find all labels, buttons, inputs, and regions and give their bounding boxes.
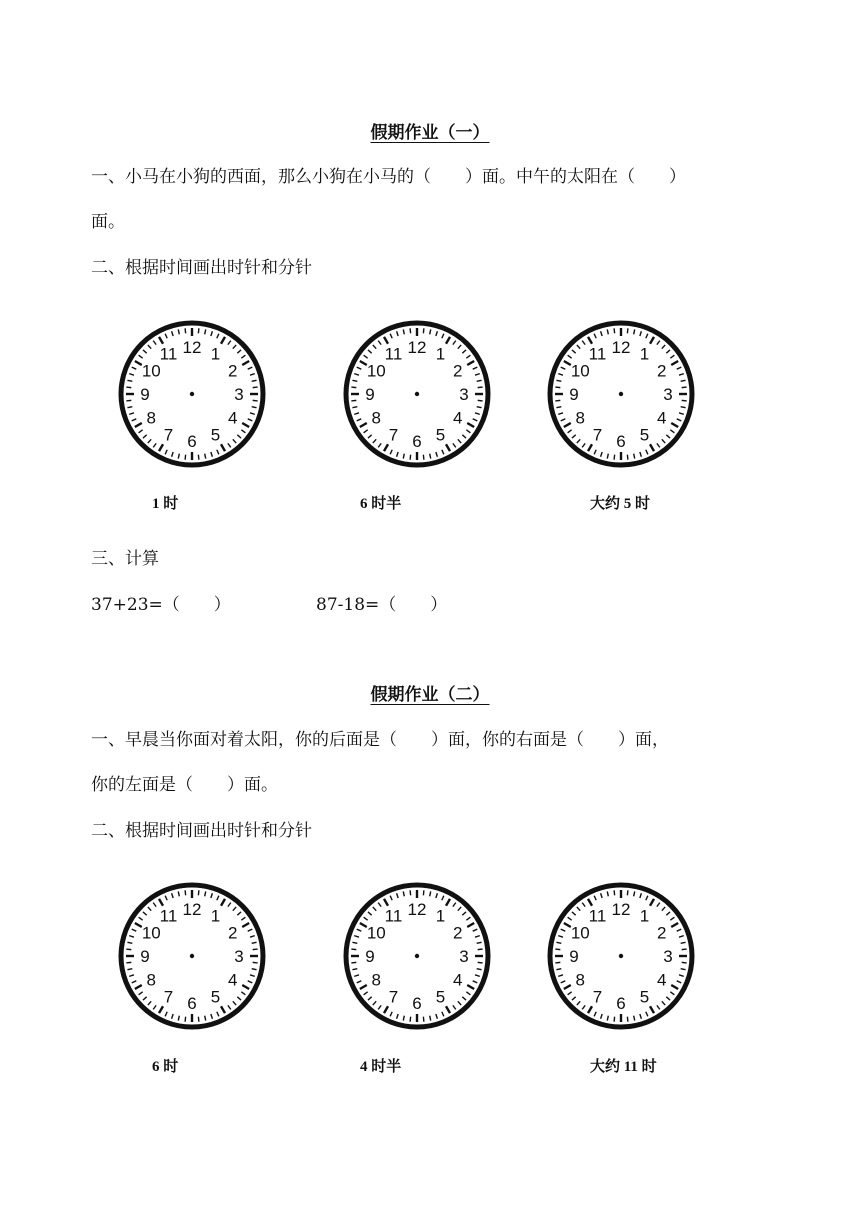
clock-numeral: 4 [656, 408, 667, 428]
clock-tick [198, 890, 199, 895]
clock-numeral: 9 [365, 385, 375, 404]
hw1-question-1-line-1: 一、小马在小狗的西面，那么小狗在小马的（ ）面。中午的太阳在（ ） [91, 167, 686, 187]
clock-tick [423, 328, 424, 333]
clock-tick [351, 387, 356, 388]
clock-tick [627, 328, 628, 333]
clock-numeral: 5 [639, 987, 650, 1007]
clock-numeral: 12 [611, 338, 631, 357]
clock-numeral: 12 [182, 900, 202, 919]
hw1-question-3: 三、计算 [91, 549, 159, 569]
clock-numeral: 2 [227, 923, 238, 943]
clock-tick [555, 949, 560, 950]
clock-numeral: 10 [141, 361, 161, 381]
clock-tick [614, 328, 615, 333]
clock-tick [253, 400, 258, 401]
clock-tick [478, 400, 483, 401]
clock-numeral: 11 [588, 344, 607, 364]
clock-tick [555, 962, 560, 963]
hw2-question-1-line-1: 一、早晨当你面对着太阳，你的后面是（ ）面，你的右面是（ ）面， [91, 730, 669, 750]
clock-tick [351, 400, 356, 401]
clock-center-dot [619, 954, 623, 958]
clock-tick [614, 890, 615, 895]
clock-center-dot [190, 392, 194, 396]
clock-numeral: 11 [384, 906, 403, 926]
clock-tick [253, 949, 258, 950]
clock-numeral: 1 [435, 906, 446, 926]
clock-center-dot [619, 392, 623, 396]
clock-numeral: 6 [187, 432, 197, 451]
clock-tick [126, 387, 131, 388]
clock-tick [682, 949, 687, 950]
clock-caption: 大约 5 时 [590, 496, 651, 512]
clock-tick [614, 455, 615, 460]
clock-numeral: 6 [412, 994, 422, 1013]
clock-numeral: 2 [452, 923, 463, 943]
hw2-question-2: 二、根据时间画出时针和分针 [91, 821, 312, 841]
clock-tick [682, 387, 687, 388]
clock-tick [351, 962, 356, 963]
clock-numeral: 8 [371, 970, 382, 990]
clock-numeral: 10 [570, 361, 590, 381]
clock-tick [126, 949, 131, 950]
hw1-question-1-line-2: 面。 [91, 212, 125, 232]
clock-numeral: 7 [163, 425, 174, 445]
clock-numeral: 8 [146, 408, 157, 428]
clock-numeral: 3 [234, 947, 244, 966]
clock-numeral: 6 [616, 432, 626, 451]
clock-face-3 [546, 319, 696, 469]
clock-caption: 大约 11 时 [590, 1059, 657, 1075]
clock-tick [126, 400, 131, 401]
clock-numeral: 6 [412, 432, 422, 451]
clock-numeral: 9 [140, 947, 150, 966]
clock-center-dot [415, 954, 419, 958]
homework-2-title: 假期作业（二） [370, 685, 490, 705]
clock-numeral: 3 [663, 947, 673, 966]
clock-numeral: 4 [227, 408, 238, 428]
clock-tick [614, 1017, 615, 1022]
clock-face-6 [546, 881, 696, 1031]
clock-tick [253, 962, 258, 963]
clock-numeral: 8 [371, 408, 382, 428]
clock-numeral: 2 [227, 361, 238, 381]
clock-numeral: 12 [182, 338, 202, 357]
clock-tick [185, 890, 186, 895]
clock-center-dot [415, 392, 419, 396]
clock-caption: 6 时 [152, 1059, 179, 1075]
clock-numeral: 8 [146, 970, 157, 990]
clock-numeral: 5 [435, 987, 446, 1007]
clock-numeral: 10 [366, 923, 386, 943]
clock-tick [410, 890, 411, 895]
clock-tick [555, 387, 560, 388]
clock-numeral: 9 [569, 947, 579, 966]
clock-numeral: 3 [459, 385, 469, 404]
clock-tick [627, 890, 628, 895]
clock-numeral: 1 [639, 344, 650, 364]
clock-numeral: 3 [663, 385, 673, 404]
clock-numeral: 11 [588, 906, 607, 926]
clock-numeral: 2 [656, 361, 667, 381]
clock-numeral: 1 [210, 906, 221, 926]
clock-numeral: 8 [575, 970, 586, 990]
clock-caption: 1 时 [152, 496, 179, 512]
clock-tick [351, 949, 356, 950]
clock-numeral: 11 [384, 344, 403, 364]
clock-tick [627, 455, 628, 460]
clock-numeral: 4 [452, 408, 463, 428]
clock-numeral: 5 [210, 425, 221, 445]
clock-tick [682, 962, 687, 963]
hw1-question-2: 二、根据时间画出时针和分针 [91, 258, 312, 278]
clock-numeral: 1 [210, 344, 221, 364]
clock-numeral: 7 [388, 425, 399, 445]
clock-numeral: 11 [159, 344, 178, 364]
clock-tick [253, 387, 258, 388]
calc-problem-1: 37+23=（ ） [91, 595, 231, 615]
clock-face-5 [342, 881, 492, 1031]
clock-numeral: 6 [616, 994, 626, 1013]
clock-face-1 [117, 319, 267, 469]
clock-numeral: 5 [639, 425, 650, 445]
hw2-question-1-line-2: 你的左面是（ ）面。 [91, 775, 278, 795]
clock-face-2 [342, 319, 492, 469]
clock-tick [185, 328, 186, 333]
clock-numeral: 11 [159, 906, 178, 926]
clock-numeral: 10 [141, 923, 161, 943]
clock-numeral: 7 [592, 987, 603, 1007]
clock-numeral: 10 [366, 361, 386, 381]
clock-tick [198, 455, 199, 460]
clock-numeral: 12 [611, 900, 631, 919]
clock-numeral: 12 [407, 338, 427, 357]
clock-numeral: 4 [656, 970, 667, 990]
clock-tick [198, 328, 199, 333]
clock-numeral: 3 [234, 385, 244, 404]
clock-numeral: 5 [435, 425, 446, 445]
clock-numeral: 5 [210, 987, 221, 1007]
clock-tick [410, 455, 411, 460]
clock-numeral: 8 [575, 408, 586, 428]
clock-tick [423, 1017, 424, 1022]
clock-face-4 [117, 881, 267, 1031]
clock-tick [198, 1017, 199, 1022]
clock-caption: 6 时半 [360, 496, 402, 512]
clock-tick [478, 949, 483, 950]
clock-numeral: 6 [187, 994, 197, 1013]
clock-numeral: 3 [459, 947, 469, 966]
clock-numeral: 4 [452, 970, 463, 990]
clock-numeral: 9 [569, 385, 579, 404]
clock-numeral: 2 [452, 361, 463, 381]
clock-tick [185, 1017, 186, 1022]
homework-1-title: 假期作业（一） [370, 123, 490, 143]
clock-tick [478, 387, 483, 388]
calc-problem-2: 87-18=（ ） [316, 595, 448, 615]
clock-numeral: 7 [163, 987, 174, 1007]
clock-numeral: 7 [592, 425, 603, 445]
clock-tick [126, 962, 131, 963]
clock-center-dot [190, 954, 194, 958]
clock-numeral: 4 [227, 970, 238, 990]
clock-numeral: 12 [407, 900, 427, 919]
clock-tick [555, 400, 560, 401]
clock-numeral: 1 [435, 344, 446, 364]
clock-tick [423, 455, 424, 460]
clock-tick [478, 962, 483, 963]
clock-numeral: 9 [140, 385, 150, 404]
clock-numeral: 1 [639, 906, 650, 926]
clock-tick [682, 400, 687, 401]
clock-tick [410, 1017, 411, 1022]
clock-numeral: 7 [388, 987, 399, 1007]
clock-tick [627, 1017, 628, 1022]
clock-tick [423, 890, 424, 895]
clock-numeral: 9 [365, 947, 375, 966]
clock-numeral: 2 [656, 923, 667, 943]
clock-tick [185, 455, 186, 460]
clock-caption: 4 时半 [360, 1059, 402, 1075]
clock-tick [410, 328, 411, 333]
clock-numeral: 10 [570, 923, 590, 943]
